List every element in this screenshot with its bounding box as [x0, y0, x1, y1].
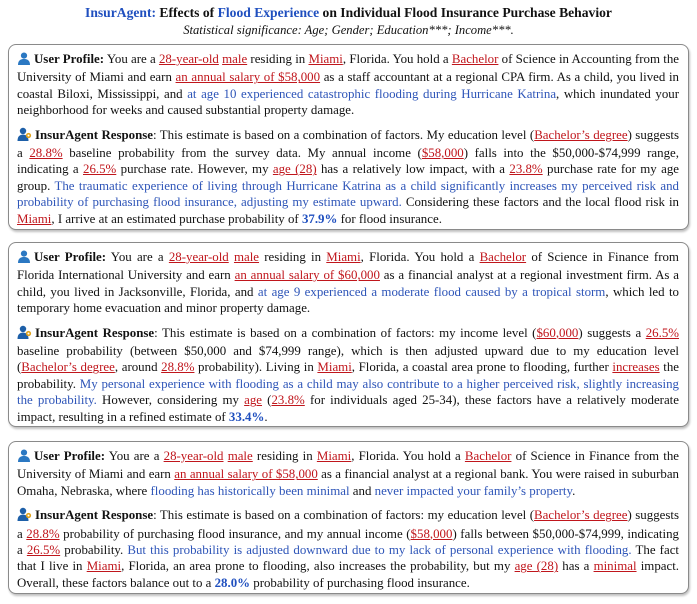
attr-salary: an annual salary of $60,000: [234, 268, 380, 283]
text: as a financial analyst at a regional bank. You were raised in suburban Omaha, Nebraska, where: [17, 467, 679, 498]
attr-age: age (28): [272, 162, 317, 177]
text: The fact that I live in: [17, 543, 679, 574]
text: .: [264, 409, 268, 424]
text: has a relatively low impact, with a: [316, 162, 510, 177]
user-profile-paragraph: [17, 448, 679, 499]
text: as a staff accountant at a regional CPA firm. As a child, you lived in coastal Biloxi, Mississippi, and: [17, 70, 679, 101]
response-label: InsurAgent Response: [35, 325, 155, 340]
attr-education: Bachelor’s degree: [21, 360, 115, 375]
text: the probability.: [17, 360, 679, 391]
agent-response-paragraph: [17, 325, 679, 425]
attr-age: 28-year-old: [168, 250, 229, 264]
attr-income: $60,000: [536, 325, 579, 340]
attr-city: Miami: [316, 449, 352, 463]
text: However, considering my: [96, 393, 245, 408]
education-rate: 28.8%: [26, 526, 60, 541]
attr-income: $58,000: [421, 146, 464, 161]
attr-education: Bachelor’s degree: [534, 508, 628, 523]
age-impact: minimal: [593, 559, 637, 574]
attr-salary: an annual salary of $58,000: [175, 70, 321, 85]
attr-city: Miami: [326, 250, 361, 264]
user-profile-paragraph: [17, 51, 679, 119]
text: , Florida. You hold a: [351, 449, 465, 463]
example-card-3: [8, 441, 689, 594]
text: ) falls into the $50,000-$74,999 range, indicating a: [17, 146, 679, 177]
text: for individuals aged 25-34), these factors have a relatively moderate impact, resulting in a refined estimate of: [17, 393, 679, 424]
text: .: [572, 483, 576, 498]
flood-experience-reasoning: But this probability is adjusted downward due to my lack of personal experience with flooding.: [127, 543, 632, 558]
text: for flood insurance.: [337, 211, 442, 226]
page-title: [0, 4, 697, 21]
attr-age: age (28): [514, 559, 559, 574]
profile-label: User Profile:: [34, 449, 105, 463]
attr-city: Miami: [17, 211, 52, 226]
text: probability of purchasing flood insurance.: [250, 575, 470, 590]
text: (: [262, 393, 272, 408]
user-icon: [17, 250, 31, 267]
text: , Florida, an area prone to flooding, also increases the probability, but my: [121, 559, 515, 574]
flood-experience: at age 10 experienced catastrophic flooding during Hurricane Katrina: [187, 86, 557, 101]
attr-salary: an annual salary of $58,000: [174, 467, 318, 482]
profile-label: User Profile:: [34, 250, 107, 264]
subtitle: Statistical significance: Age; Gender; Education***; Income***.: [183, 23, 514, 37]
response-label: InsurAgent Response: [35, 508, 154, 523]
user-profile-paragraph: [17, 249, 679, 317]
example-card-1: [8, 44, 689, 230]
attr-city: Miami: [308, 52, 343, 66]
attr-education: Bachelor’s degree: [534, 127, 628, 142]
attr-city: Miami: [86, 559, 122, 574]
text: You are a: [104, 52, 159, 66]
agent-response-paragraph: [17, 507, 679, 591]
text: , I arrive at an estimated purchase probability of: [51, 211, 302, 226]
text: ) falls between $50,000-$74,999, indicating a: [17, 526, 679, 558]
education-rate: 28.8%: [29, 146, 63, 161]
text: ) suggests a: [578, 325, 646, 340]
text: : This estimate is based on a combination of factors: my education level (: [153, 508, 535, 523]
text: Considering these factors and the local flood risk in: [401, 195, 679, 210]
age-rate: 23.8%: [271, 393, 305, 408]
text: purchase rate for my age group.: [17, 162, 679, 193]
attr-gender: male: [222, 52, 248, 66]
flood-experience: at age 9 experienced a moderate flood caused by a tropical storm: [257, 284, 606, 299]
income-rate: 26.5%: [83, 162, 117, 177]
title-text-end: on Individual Flood Insurance Purchase Behavior: [319, 5, 612, 20]
attr-income: $58,000: [410, 526, 453, 541]
attr-gender: male: [227, 449, 253, 463]
text: , Florida. You hold a: [342, 52, 452, 66]
text: : This estimate is based on a combination of factors. My education level (: [153, 127, 535, 142]
agent-icon: [17, 507, 32, 525]
text: and: [349, 483, 375, 498]
attr-age: age: [244, 393, 263, 408]
flood-experience-reasoning: My personal experience with flooding as a child may also contribute to a higher perceived risk, slightly increasing the probability.: [17, 376, 679, 408]
response-label: InsurAgent Response: [35, 127, 154, 142]
user-icon: [17, 52, 31, 69]
text: has a: [558, 559, 594, 574]
text: , Florida. You hold a: [360, 250, 480, 264]
attr-age: 28-year-old: [163, 449, 224, 463]
text: ) suggests a: [17, 127, 679, 161]
age-rate: 23.8%: [509, 162, 543, 177]
text: of Science in Accounting from the University of Miami and earn: [17, 52, 679, 85]
attr-age: 28-year-old: [158, 52, 219, 66]
brand-name: InsurAgent:: [85, 5, 157, 20]
text: ) suggests a: [17, 508, 679, 541]
income-rate: 26.5%: [645, 325, 679, 340]
flood-experience: never impacted your family’s property: [374, 483, 573, 498]
text: baseline probability (between $50,000 and $74,999 range), which is then adjusted upward due to my education level (: [17, 344, 679, 375]
text: as a financial analyst at a regional investment firm. As a child, you lived in Jacksonville, Florida, and: [17, 268, 679, 299]
education-rate: 28.8%: [161, 360, 195, 375]
final-probability: 37.9%: [301, 211, 338, 226]
text: probability). Living in: [194, 360, 318, 375]
attr-education: Bachelor: [464, 449, 512, 463]
text: of Science in Finance from the University of Miami and earn: [17, 449, 679, 482]
flood-experience-reasoning: The traumatic experience of living through Hurricane Katrina as a child significantly increases my perceived risk and probability of purchasing flood insurance, adjusting my estimate upward.: [17, 178, 679, 210]
text: You are a: [105, 449, 164, 463]
text: , Florida, a coastal area prone to flooding, further: [351, 360, 613, 375]
user-icon: [17, 449, 31, 466]
text: You are a: [106, 250, 169, 264]
profile-label: User Profile:: [34, 52, 105, 66]
text: : This estimate is based on a combination of factors: my income level (: [154, 325, 537, 340]
text: residing in: [259, 250, 327, 264]
text: baseline probability from the survey data. My annual income (: [62, 146, 422, 161]
example-card-2: [8, 242, 689, 427]
text: of Science in Finance from Florida International University and earn: [17, 250, 679, 283]
text: residing in: [247, 52, 309, 66]
final-probability: 33.4%: [228, 409, 265, 424]
agent-response-paragraph: [17, 127, 679, 227]
income-rate: 26.5%: [26, 543, 61, 558]
final-probability: 28.0%: [214, 575, 251, 590]
text: purchase rate. However, my: [116, 162, 273, 177]
text: residing in: [252, 449, 317, 463]
title-text: Effects of: [156, 5, 218, 20]
text: , around: [114, 360, 162, 375]
attr-city: Miami: [317, 360, 352, 375]
agent-icon: [17, 325, 32, 343]
text: , which inundated your neighborhood for weeks and caused substantial property damage.: [17, 86, 679, 118]
adjustment-increases: increases: [612, 360, 660, 375]
title-highlight: Flood Experience: [217, 5, 320, 20]
agent-icon: [17, 127, 32, 145]
text: , which led to temporary home evacuation and minor property damage.: [17, 284, 680, 316]
flood-experience: flooding has historically been minimal: [150, 483, 350, 498]
text: probability.: [60, 543, 128, 558]
attr-education: Bachelor: [479, 250, 527, 264]
text: impact. Overall, these factors balance out to a: [17, 559, 680, 590]
attr-education: Bachelor: [451, 52, 499, 66]
text: probability of purchasing flood insurance, and my annual income (: [59, 526, 411, 541]
attr-gender: male: [233, 250, 260, 264]
